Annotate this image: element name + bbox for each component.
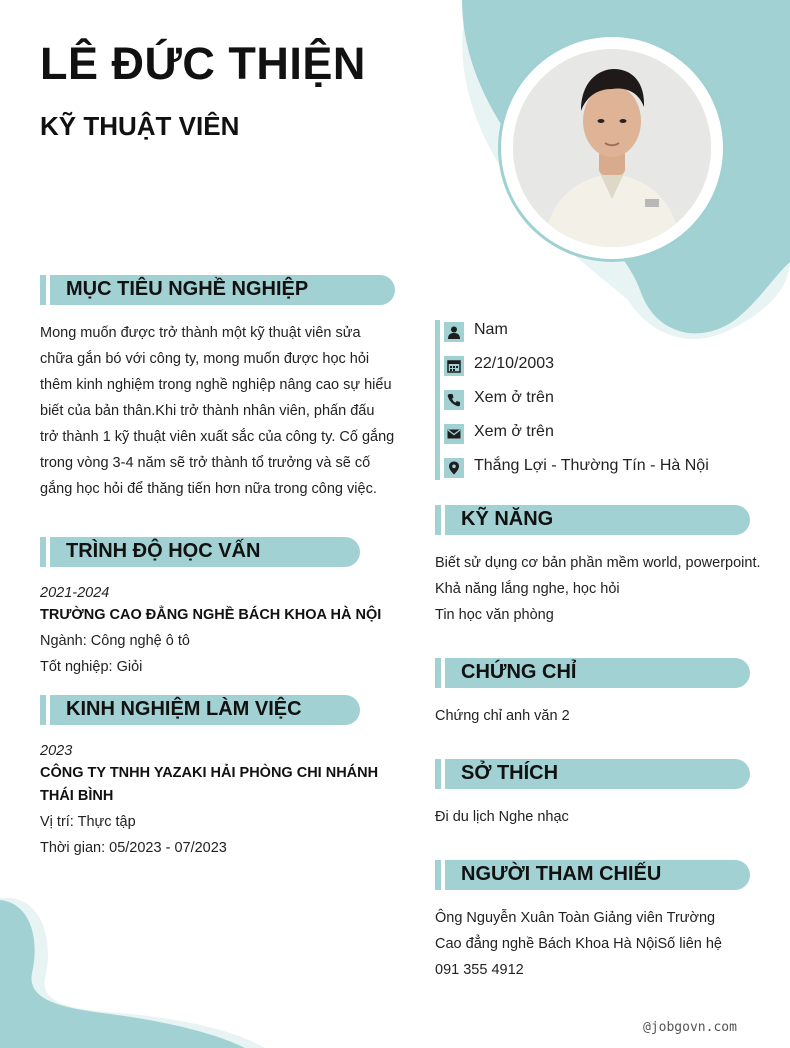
experience-heading-label: KINH NGHIỆM LÀM VIỆC	[66, 698, 302, 720]
hobbies-heading	[435, 759, 750, 789]
profile-photo-frame	[501, 37, 723, 259]
certificates-heading-label: CHỨNG CHỈ	[461, 661, 577, 683]
skills-heading	[435, 505, 750, 535]
hobbies-heading-label: SỞ THÍCH	[461, 762, 559, 784]
mail-icon	[444, 424, 464, 444]
skills-heading-label: KỸ NĂNG	[461, 508, 554, 530]
candidate-name: LÊ ĐỨC THIỆN	[40, 38, 366, 89]
certificates-heading	[435, 658, 750, 688]
experience-duration: Thời gian: 05/2023 - 07/2023	[40, 840, 227, 856]
contact-accent-bar	[435, 320, 440, 480]
education-major: Ngành: Công nghệ ô tô	[40, 633, 190, 649]
contact-address-text: Thắng Lợi - Thường Tín - Hà Nội	[474, 457, 709, 474]
objective-heading-label: MỤC TIÊU NGHỀ NGHIỆP	[66, 278, 309, 300]
objective-heading	[40, 275, 395, 305]
hobbies-text: Đi du lịch Nghe nhạc	[435, 809, 569, 825]
contact-email-text: Xem ở trên	[474, 423, 554, 440]
job-title: KỸ THUẬT VIÊN	[40, 111, 240, 141]
references-heading	[435, 860, 750, 890]
skills-item: Khả năng lắng nghe, học hỏi	[435, 581, 620, 597]
contact-gender-text: Nam	[474, 321, 508, 338]
education-heading	[40, 537, 360, 567]
watermark: @jobgovn.com	[643, 1020, 737, 1035]
person-icon	[444, 322, 464, 342]
phone-icon	[444, 390, 464, 410]
profile-photo	[513, 49, 711, 247]
education-period: 2021-2024	[40, 585, 110, 601]
certificates-text: Chứng chỉ anh văn 2	[435, 708, 570, 724]
experience-position: Vị trí: Thực tập	[40, 814, 136, 830]
contact-birthdate-text: 22/10/2003	[474, 355, 555, 372]
references-text: Ông Nguyễn Xuân Toàn Giảng viên Trường Cao đẳng nghề Bách Khoa Hà NộiSố liên hệ 091 355 4912	[435, 910, 722, 978]
experience-period: 2023	[40, 743, 73, 759]
education-graduation: Tốt nghiệp: Giỏi	[40, 659, 143, 675]
objective-text: Mong muốn được trở thành một kỹ thuật viên sửa chữa gắn bó với công ty, mong muốn được học hỏi thêm kinh nghiệm trong nghề nghiệp nâng cao sự hiểu biết của bản thân.Khi trở thành nhân viên, phấn đấu trở thành 1 kỹ thuật viên xuất sắc của công ty. Cố gắng trong vòng 3-4 năm sẽ trở thành tổ trưởng và sẽ cố gắng học hỏi để thăng tiến hơn nữa trong công việc.	[40, 325, 395, 497]
experience-company: CÔNG TY TNHH YAZAKI HẢI PHÒNG CHI NHÁNH THÁI BÌNH	[40, 765, 379, 804]
skills-item: Biết sử dụng cơ bản phần mềm world, powerpoint.	[435, 555, 761, 571]
education-school: TRƯỜNG CAO ĐẲNG NGHỀ BÁCH KHOA HÀ NỘI	[40, 607, 382, 623]
references-heading-label: NGƯỜI THAM CHIẾU	[461, 863, 662, 885]
location-pin-icon	[444, 458, 464, 478]
decorative-blob-bottom	[0, 898, 300, 1048]
skills-item: Tin học văn phòng	[435, 607, 554, 623]
contact-phone-text: Xem ở trên	[474, 389, 554, 406]
calendar-icon	[444, 356, 464, 376]
experience-heading	[40, 695, 360, 725]
education-heading-label: TRÌNH ĐỘ HỌC VẤN	[66, 540, 261, 562]
